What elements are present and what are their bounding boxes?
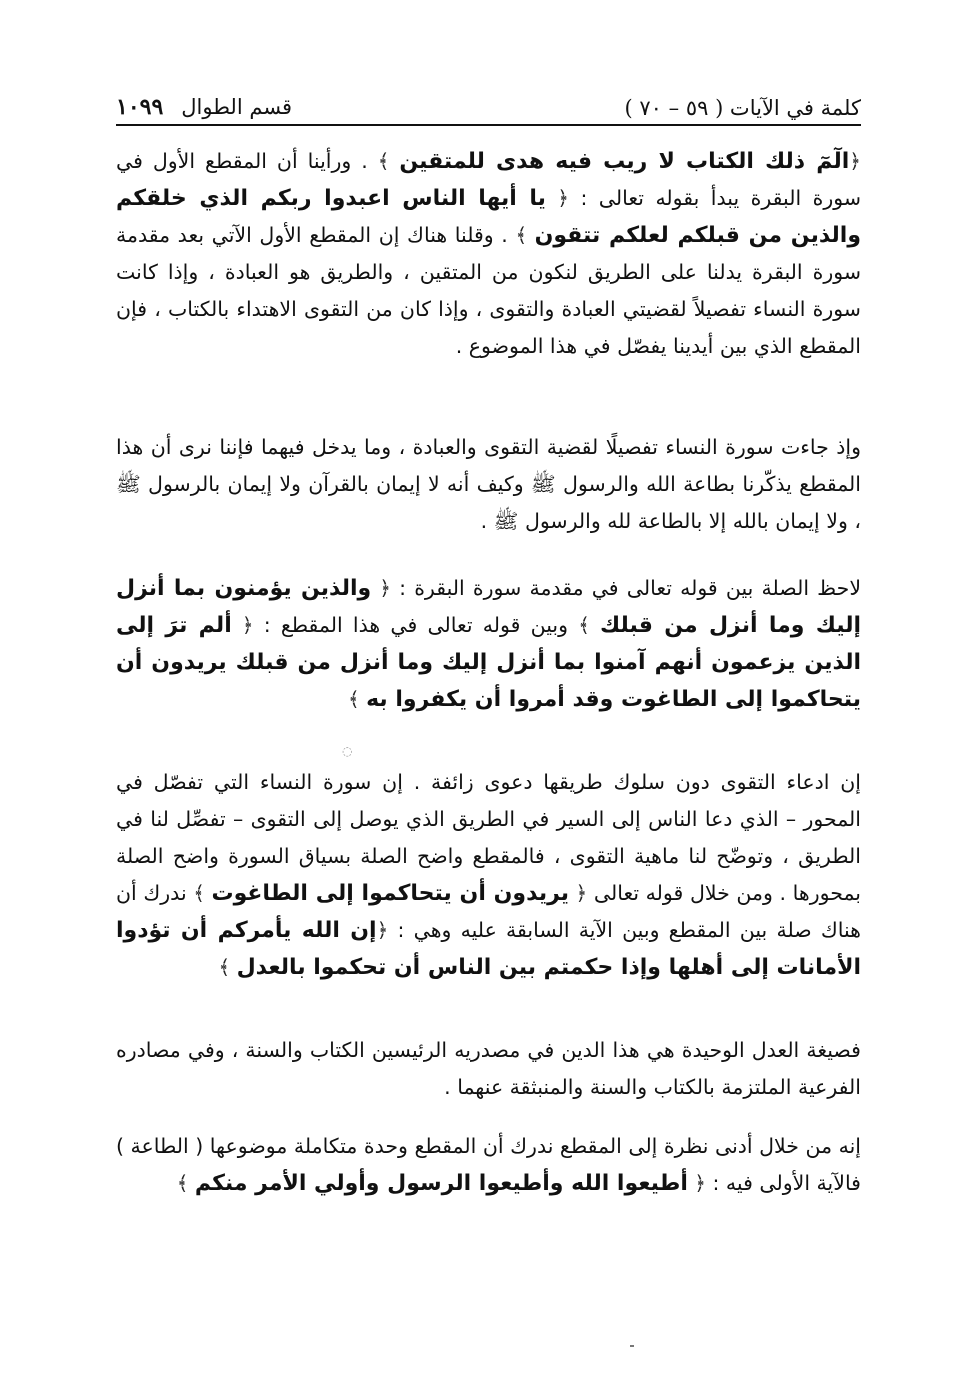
verse-bracket: ﴾: [193, 881, 212, 905]
body-text-run: وبين قوله تعالى في هذا المقطع :: [253, 613, 579, 637]
body-text-run: ندرك أن هناك صلة بين المقطع وبين الآية السابقة عليه وهي :: [116, 881, 861, 942]
body-text-run: . وقلنا هناك إن المقطع الأول الآتي بعد مقدمة سورة البقرة يدلنا على الطريق لنكون من المتقين ، والطريق هو العبادة ، وإذا كانت سورة النساء تفصيلاً لقضيتي العبادة والتقوى ، وإذا كان من التقوى الاهتداء بالكتاب ، فإن المقطع الذي بين أيدينا يفصّل في هذا الموضوع .: [116, 223, 861, 358]
header-section-title: كلمة في الآيات ( ٥٩ – ٧٠ ): [624, 96, 861, 120]
paragraph: [116, 143, 861, 365]
verse-bracket: ﴿: [849, 149, 861, 173]
footer-dot: [630, 1345, 634, 1347]
paragraph: [116, 764, 861, 986]
header-right-group: [116, 94, 292, 120]
verse-bracket: ﴿: [231, 613, 254, 637]
header-part-title: قسم الطوال: [181, 95, 293, 119]
page-number: ١٠٩٩: [116, 94, 164, 120]
verse-bracket: ﴿: [371, 576, 391, 600]
verse-bracket: ﴿: [376, 918, 389, 942]
paragraph: [116, 570, 861, 718]
header-rule: [116, 124, 861, 126]
paragraph-gap: [116, 718, 861, 764]
body-text-run: لاحظ الصلة بين قوله تعالى في مقدمة سورة البقرة :: [390, 576, 862, 600]
body-text-run: . ورأينا أن المقطع الأول في سورة البقرة يبدأ بقوله تعالى :: [116, 149, 862, 210]
quran-verse: إن الله يأمركم أن تؤدوا الأمانات إلى أهلها وإذا حكمتم بين الناس أن تحكموا بالعدل: [116, 918, 861, 980]
paragraph-gap: [116, 1106, 861, 1128]
body-text-run: إن ادعاء التقوى دون سلوك طريقها دعوى زائفة . إن سورة النساء التي تفصّل في المحور – الذي دعا الناس إلى السير في الطريق الذي يوصل إلى التقوى – تفصِّل لنا في الطريق ، وتوضّح لنا ماهية التقوى ، فالمقطع واضح الصلة بسياق السورة واضح الصلة بمحورها . ومن خلال قوله تعالى: [116, 770, 862, 905]
quran-verse: يريدون أن يتحاكموا إلى الطاغوت: [211, 881, 570, 906]
stray-mark: ◌: [342, 744, 353, 758]
quran-verse: الٓمٓ ذلك الكتاب لا ريب فيه هدى للمتقين: [399, 149, 850, 174]
running-header: [116, 86, 861, 120]
verse-bracket: ﴿: [569, 881, 588, 905]
paragraph: [116, 429, 861, 540]
paragraph: [116, 1128, 861, 1202]
quran-verse: يا أيها الناس اعبدوا ربكم الذي خلقكم والذين من قبلكم لعلكم تتقون: [116, 186, 862, 248]
verse-bracket: ﴾: [377, 149, 400, 173]
verse-bracket: ﴾: [578, 613, 600, 637]
quran-verse: أطيعوا الله وأطيعوا الرسول وأولي الأمر منكم: [194, 1171, 688, 1196]
body-text-run: وإذ جاءت سورة النساء تفصيلًا لقضية التقوى والعبادة ، وما يدخل فيهما فإننا نرى أن هذا المقطع يذكّرنا بطاعة الله والرسول ﷺ وكيف أنه لا إيمان بالقرآن ولا إيمان بالرسول ﷺ ، ولا إيمان بالله إلا بالطاعة لله والرسول ﷺ .: [116, 435, 861, 533]
verse-bracket: ﴿: [545, 186, 569, 210]
body-text-run: فصيغة العدل الوحيدة هي هذا الدين في مصدريه الرئيسين الكتاب والسنة ، وفي مصادره الفرعية الملتزمة بالكتاب والسنة والمنبثقة عنهما .: [116, 1038, 861, 1099]
paragraph: [116, 1032, 861, 1106]
quran-verse: ألم ترَ إلى الذين يزعمون أنهم آمنوا بما أنزل إليك وما أنزل من قبلك يريدون أن يتحاكموا إلى الطاغوت وقد أمروا أن يكفروا به: [116, 613, 861, 712]
body-text-run: إنه من خلال أدنى نظرة إلى المقطع ندرك أن المقطع وحدة متكاملة موضوعها ( الطاعة ) فالآية الأولى فيه :: [116, 1134, 861, 1195]
paragraph-gap: [116, 365, 861, 429]
paragraph-gap: [116, 540, 861, 570]
paragraph-gap: [116, 986, 861, 1032]
verse-bracket: ﴿: [687, 1171, 706, 1195]
verse-bracket: ﴾: [218, 955, 237, 979]
verse-bracket: ﴾: [348, 687, 367, 711]
body-text: [116, 143, 861, 1202]
verse-bracket: ﴾: [515, 223, 535, 247]
verse-bracket: ﴾: [176, 1171, 195, 1195]
quran-verse: والذين يؤمنون بما أنزل إليك وما أنزل من قبلك: [116, 576, 862, 638]
